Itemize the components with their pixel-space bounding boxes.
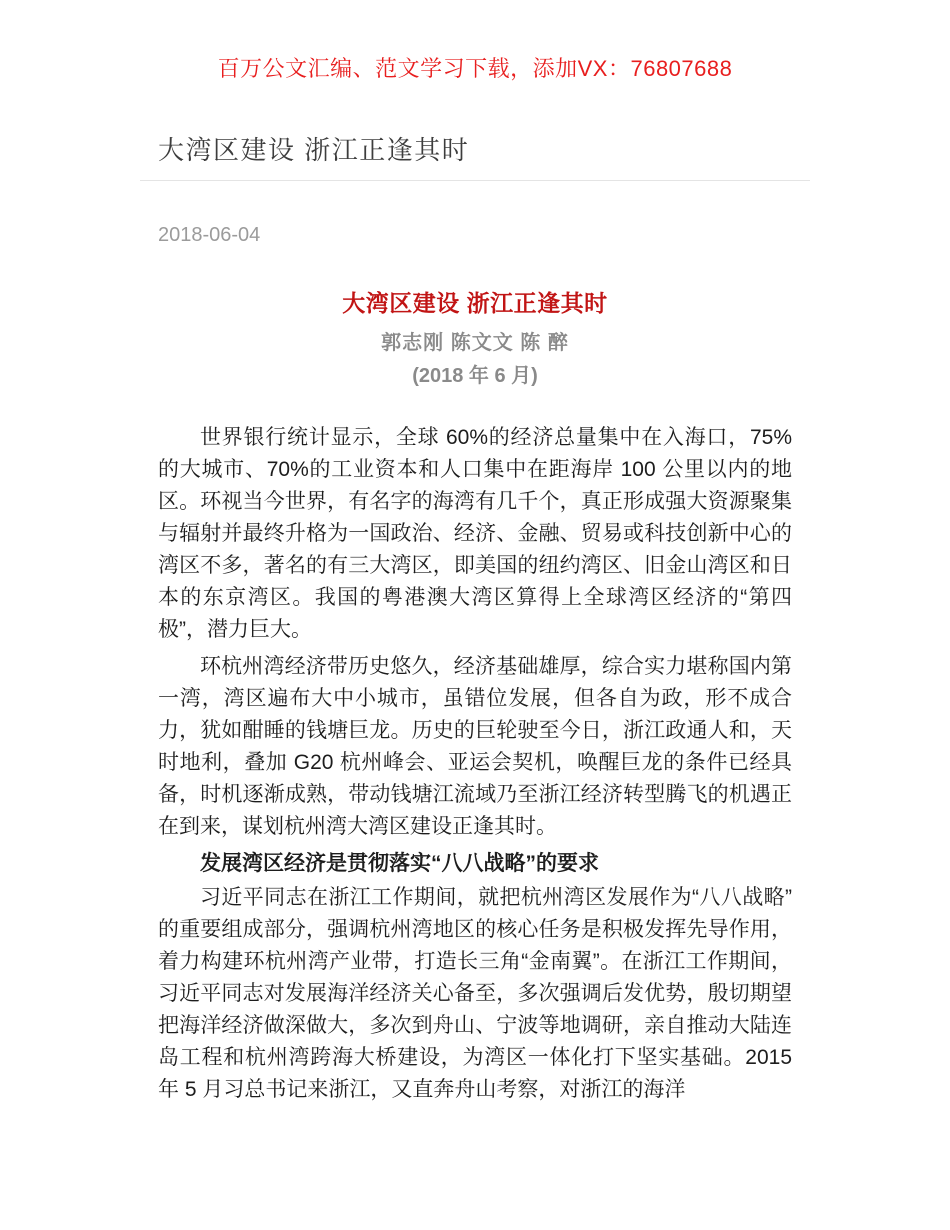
document-date: (2018 年 6 月) <box>412 365 538 387</box>
article-header <box>140 134 810 247</box>
article <box>140 134 810 1106</box>
promo-banner-text: 百万公文汇编、范文学习下载，添加VX：76807688 <box>217 56 733 81</box>
page-title: 大湾区建设 浙江正逢其时 <box>158 135 470 165</box>
paragraph-2: 环杭州湾经济带历史悠久，经济基础雄厚，综合实力堪称国内第一湾，湾区遍布大中小城市，虽错位发展，但各自为政，形不成合力，犹如酣睡的钱塘巨龙。历史的巨轮驶至今日，浙江政通人和，天时地利，叠加 G20 杭州峰会、亚运会契机，唤醒巨龙的条件已经具备，时机逐渐成熟，带动钱塘江流域乃至浙江经济转型腾飞的机遇正在到来，谋划杭州湾大湾区建设正逢其时。 <box>158 655 792 838</box>
promo-banner <box>0 0 950 82</box>
header-divider <box>140 180 810 181</box>
document-content <box>140 289 810 1106</box>
paragraph-1: 世界银行统计显示，全球 60%的经济总量集中在入海口，75%的大城市、70%的工业资本和人口集中在距海岸 100 公里以内的地区。环视当今世界，有名字的海湾有几千个，真正形成强大资源聚集与辐射并最终升格为一国政治、经济、金融、贸易或科技创新中心的湾区不多，著名的有三大湾区，即美国的纽约湾区、旧金山湾区和日本的东京湾区。我国的粤港澳大湾区算得上全球湾区经济的“第四极”，潜力巨大。 <box>158 426 792 641</box>
section-heading: 发展湾区经济是贯彻落实“八八战略”的要求 <box>200 852 599 875</box>
publish-date: 2018-06-04 <box>158 224 261 246</box>
paragraph-3: 习近平同志在浙江工作期间，就把杭州湾区发展作为“八八战略”的重要组成部分，强调杭州湾地区的核心任务是积极发挥先导作用，着力构建环杭州湾产业带，打造长三角“金南翼”。在浙江工作期间，习近平同志对发展海洋经济关心备至，多次强调后发优势，殷切期望把海洋经济做深做大，多次到舟山、宁波等地调研，亲自推动大陆连岛工程和杭州湾跨海大桥建设，为湾区一体化打下坚实基础。2015 年 5 月习总书记来浙江，又直奔舟山考察，对浙江的海洋 <box>158 886 792 1101</box>
document-title: 大湾区建设 浙江正逢其时 <box>342 290 608 316</box>
document-authors: 郭志刚 陈文文 陈 醉 <box>381 332 569 354</box>
document-body <box>158 422 792 1106</box>
